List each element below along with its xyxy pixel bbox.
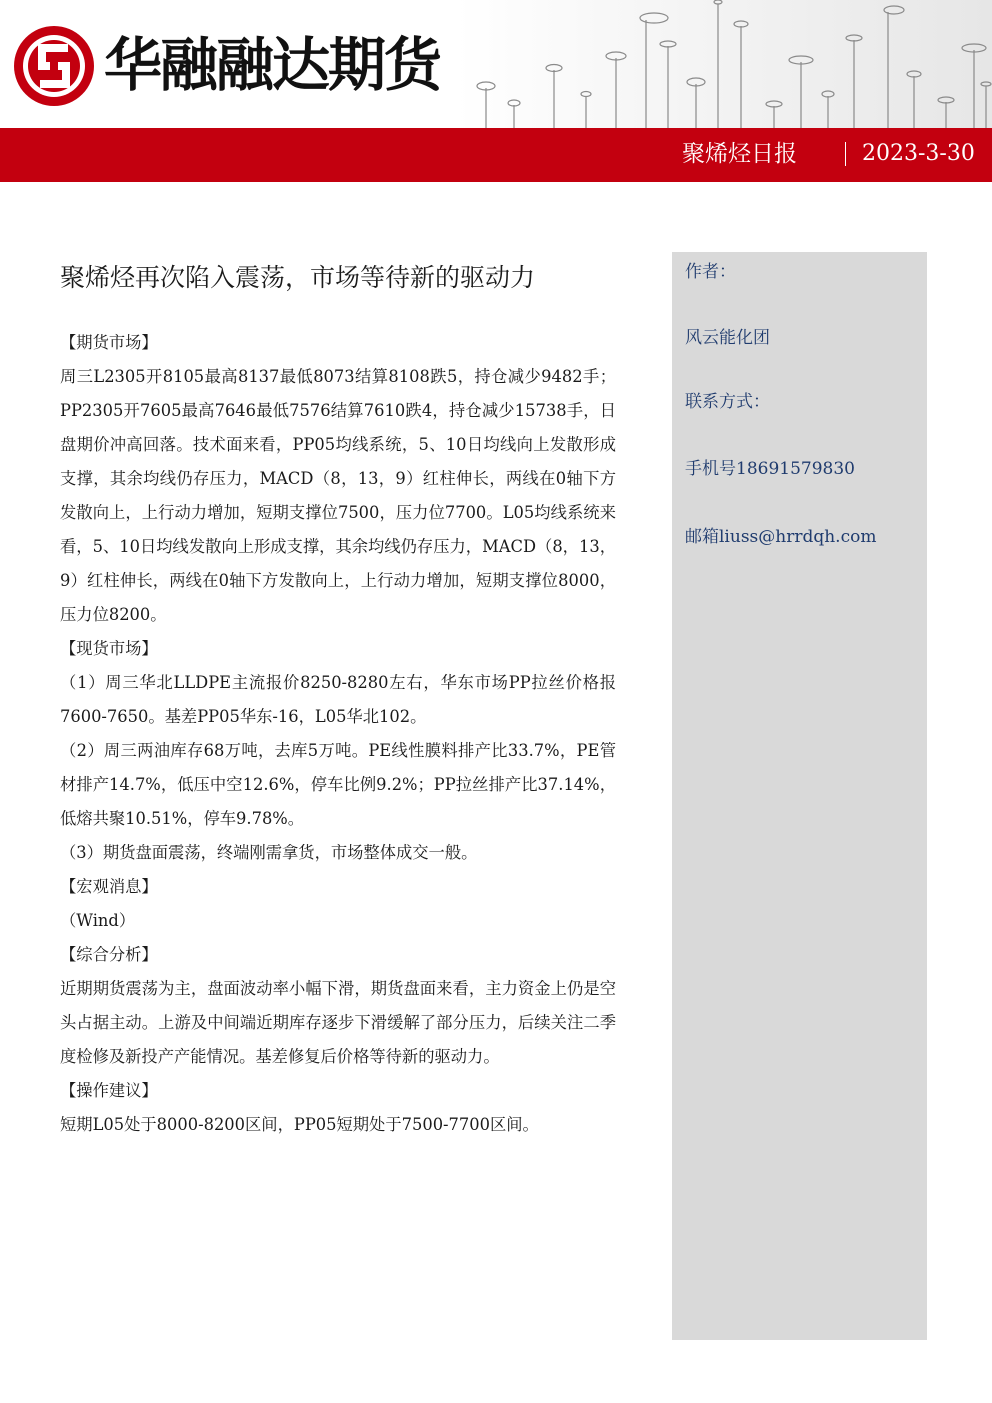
- report-name: 聚烯烃日报: [682, 141, 797, 167]
- author-name: 风云能化团: [685, 328, 770, 348]
- header-red-bar: [0, 128, 992, 182]
- author-label: 作者：: [685, 262, 736, 282]
- analysis-paragraph: 近期期货震荡为主，盘面波动率小幅下滑，期货盘面来看，主力资金上仍是空头占据主动。上游及中间端近期库存逐步下滑缓解了部分压力，后续关注二季度检修及新投产产能情况。基差修复后价格等待新的驱动力。: [60, 979, 616, 1066]
- report-title: 聚烯烃再次陷入震荡，市场等待新的驱动力: [60, 263, 536, 292]
- report-body: [60, 252, 616, 1142]
- spot-paragraph-2: （2）周三两油库存68万吨，去库5万吨。PE线性膜料排产比33.7%，PE管材排产14.7%，低压中空12.6%，停车比例9.2%；PP拉丝排产比37.14%，低熔共聚10.51%，停车9.78%。: [60, 741, 616, 828]
- section-heading-futures: 【期货市场】: [60, 333, 158, 352]
- email-address[interactable]: 邮箱liuss@hrrdqh.com: [685, 527, 877, 547]
- contact-label: 联系方式：: [685, 392, 770, 412]
- decorative-pattern: [456, 0, 992, 128]
- section-heading-analysis: 【综合分析】: [60, 945, 158, 964]
- section-heading-macro: 【宏观消息】: [60, 877, 158, 896]
- futures-paragraph: 周三L2305开8105最高8137最低8073结算8108跌5，持仓减少9482手；PP2305开7605最高7646最低7576结算7610跌4，持仓减少15738手，日盘期价冲高回落。技术面来看，PP05均线系统，5、10日均线向上发散形成支撑，其余均线仍存压力，MACD（8，13，9）红柱伸长，两线在0轴下方发散向上，上行动力增加，短期支撑位7500，压力位7700。L05均线系统来看，5、10日均线发散向上形成支撑，其余均线仍存压力，MACD（8，13，9）红柱伸长，两线在0轴下方发散向上，上行动力增加，短期支撑位8000，压力位8200。: [60, 367, 616, 624]
- header-divider: [845, 142, 846, 166]
- macro-paragraph: （Wind）: [60, 911, 136, 930]
- company-name: 华融融达期货: [104, 31, 441, 99]
- section-heading-spot: 【现货市场】: [60, 639, 158, 658]
- report-header: [0, 0, 992, 185]
- advice-paragraph: 短期L05处于8000-8200区间，PP05短期处于7500-7700区间。: [60, 1115, 539, 1134]
- phone-number: 手机号18691579830: [685, 459, 855, 479]
- author-sidebar: [672, 252, 927, 1340]
- spot-paragraph-3: （3）期货盘面震荡，终端刚需拿货，市场整体成交一般。: [60, 843, 478, 862]
- spot-paragraph-1: （1）周三华北LLDPE主流报价8250-8280左右，华东市场PP拉丝价格报7600-7650。基差PP05华东-16，L05华北102。: [60, 673, 616, 726]
- report-date: 2023-3-30: [862, 141, 975, 166]
- company-logo-icon: [12, 24, 96, 108]
- section-heading-advice: 【操作建议】: [60, 1081, 158, 1100]
